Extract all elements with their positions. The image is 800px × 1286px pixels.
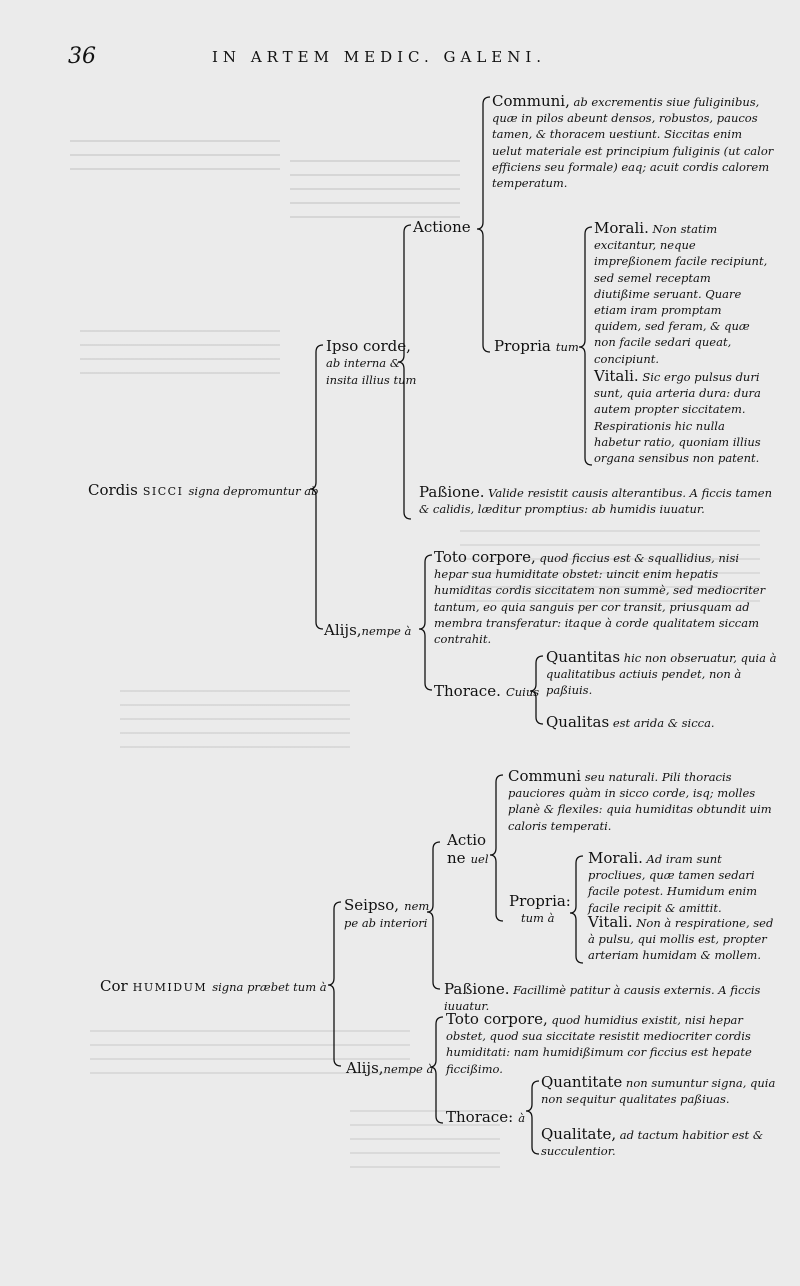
ipso-line2: ab interna [326,356,390,370]
sicci-actione-label [413,217,471,236]
communi-body: ab excrementis siue fuliginibus, quæ in pilos abeunt densos, robustos, paucos tamen, & thoracem uestiunt. Siccitas enim uelut materiale est principium fuliginis (ut calor efficiens seu formale) eaq; acuit cordis calorem temperatum. [492,95,774,191]
sicci-ipso-label: Ipso corde, ab interna & insita illius tum [326,337,417,387]
actione-line2: ne [447,849,466,867]
alijs-rest: nempe à [383,1062,434,1076]
thorace-rest: Cuius [505,685,540,699]
humidi-propria-label [509,893,571,927]
toto-body: quod ficcius est & squallidius, nisi hepar sua humiditate obstet: uincit enim hepatis humiditas cordis siccitatem non summè, sed mediocriter tantum, eo quia sanguis per cor transit, priusquam ad membra transferatur: itaque à corde qualitatem siccam contrahit. [434,551,766,647]
humidi-morali-text [588,850,778,916]
sicci-communi-text [492,93,774,191]
root-caps: HUMIDUM [132,981,208,994]
seipso-line2: pe ab interiori [344,916,428,930]
actione-tail: uel [470,852,489,866]
humidi-thorace-label [446,1107,525,1126]
humidi-seipso-label [344,896,429,932]
quantitate-body: non sumuntur signa, quia non sequitur qualitates paßiuas. [541,1076,776,1107]
humidi-vitali-text [588,914,778,964]
vitali-head: Vitali. [588,913,633,931]
humidi-alijs-label [346,1058,433,1077]
page-number: 36 [68,44,96,69]
alijs-rest: nempe à [361,624,412,638]
actione-head: Actione [413,218,471,236]
morali-body: Non statim excitantur, neque impreßionem facile recipiunt, sed semel receptam diutißime seruant. Quare etiam iram promptam quidem, sed feram, & quæ non facile sedari queat, concipiunt. [594,222,768,366]
quantitas-body: hic non obseruatur, quia à qualitatibus actiuis pendet, non à paßiuis. [546,651,777,698]
humidi-communi-text [508,768,780,834]
humidi-quantitate-text [541,1074,781,1107]
morali-head: Morali. [594,219,649,237]
propria-head: Propria [494,337,551,355]
passione-head: Paßione. [419,483,485,501]
sicci-vitali-text [594,368,770,466]
actione-line1: Actio [447,831,487,849]
passione-body: Valide resistit causis alterantibus. A ficcis tamen & calidis, læditur promptius: ab humidis iuuatur. [419,486,772,517]
root-word: Cordis [88,481,138,499]
vitali-head: Vitali. [594,367,639,385]
humidi-actione-label [447,832,489,868]
sicci-toto-text [434,549,776,647]
qualitas-head: Qualitas [546,713,610,731]
root-word: Cor [100,977,128,995]
qualitas-body: est arida & sicca. [612,716,715,730]
propria-tail: tum [555,340,579,354]
toto-body: quod humidius existit, nisi hepar obstet, quod sua siccitate resistit mediocriter cordis humiditati: nam humidißimum cor ficcius est hepate ficcißimo. [446,1013,752,1076]
morali-body: Ad iram sunt procliues, quæ tamen sedari facile potest. Humidum enim facile recipit & amittit. [588,852,758,915]
quantitas-head: Quantitas [546,648,621,666]
quantitate-head: Quantitate [541,1073,623,1091]
ipso-head: Ipso corde, [326,337,411,355]
thorace-head: Thorace: [446,1108,514,1126]
thorace-head: Thorace. [434,682,501,700]
qualitate-body: ad tactum habitior est & succulentior. [541,1128,764,1159]
root-caps: SICCI [142,485,184,498]
communi-head: Communi, [492,92,570,110]
sicci-thorace-label [434,681,539,700]
ipso-line3: insita illius tum [326,373,417,387]
communi-head: Communi [508,767,582,785]
communi-body: Pili thoracis pauciores quàm in sicco corde, isq; molles planè & flexiles: quia humiditas obtundit uim caloris temperati. [508,770,772,833]
humidi-toto-text [446,1011,784,1077]
vitali-body: Sic ergo pulsus duri sunt, quia arteria dura: dura autem propter siccitatem. Respirationis hic nulla habetur ratio, quoniam illius organa sensibus non patent. [594,370,761,466]
root-rest: signa depromuntur ab [188,484,319,498]
communi-head-tail: seu naturali. [584,770,659,784]
humidi-root-label [100,976,327,995]
sicci-propria-label [494,336,579,355]
sicci-qualitas-text [546,714,778,731]
toto-head: Toto corpore, [434,548,536,566]
passione-body: Facillimè patitur à causis externis. A ficcis iuuatur. [444,983,761,1014]
morali-head: Morali. [588,849,643,867]
sicci-passione-text [419,484,779,517]
seipso-head: Seipso, [344,896,400,914]
seipso-tail: nem [404,899,430,913]
qualitate-head: Qualitate, [541,1125,617,1143]
passione-head: Paßione. [444,980,510,998]
humidi-qualitate-text [541,1126,781,1159]
propria-tail: tum à [521,911,555,925]
alijs-head: Alijs, [324,621,362,639]
root-rest: signa præbet tum à [212,980,327,994]
alijs-head: Alijs, [346,1059,384,1077]
toto-head: Toto corpore, [446,1010,548,1028]
thorace-rest: à [518,1111,526,1125]
running-head: IN ARTEM MEDIC. GALENI. [212,48,547,66]
propria-head: Propria: [509,892,571,910]
sicci-morali-text [594,220,770,367]
sicci-root-label [88,480,318,499]
sicci-quantitas-text [546,649,778,699]
sicci-alijs-label [324,620,411,639]
vitali-body: Non à respiratione, sed à pulsu, qui mollis est, propter arteriam humidam & mollem. [588,916,774,963]
